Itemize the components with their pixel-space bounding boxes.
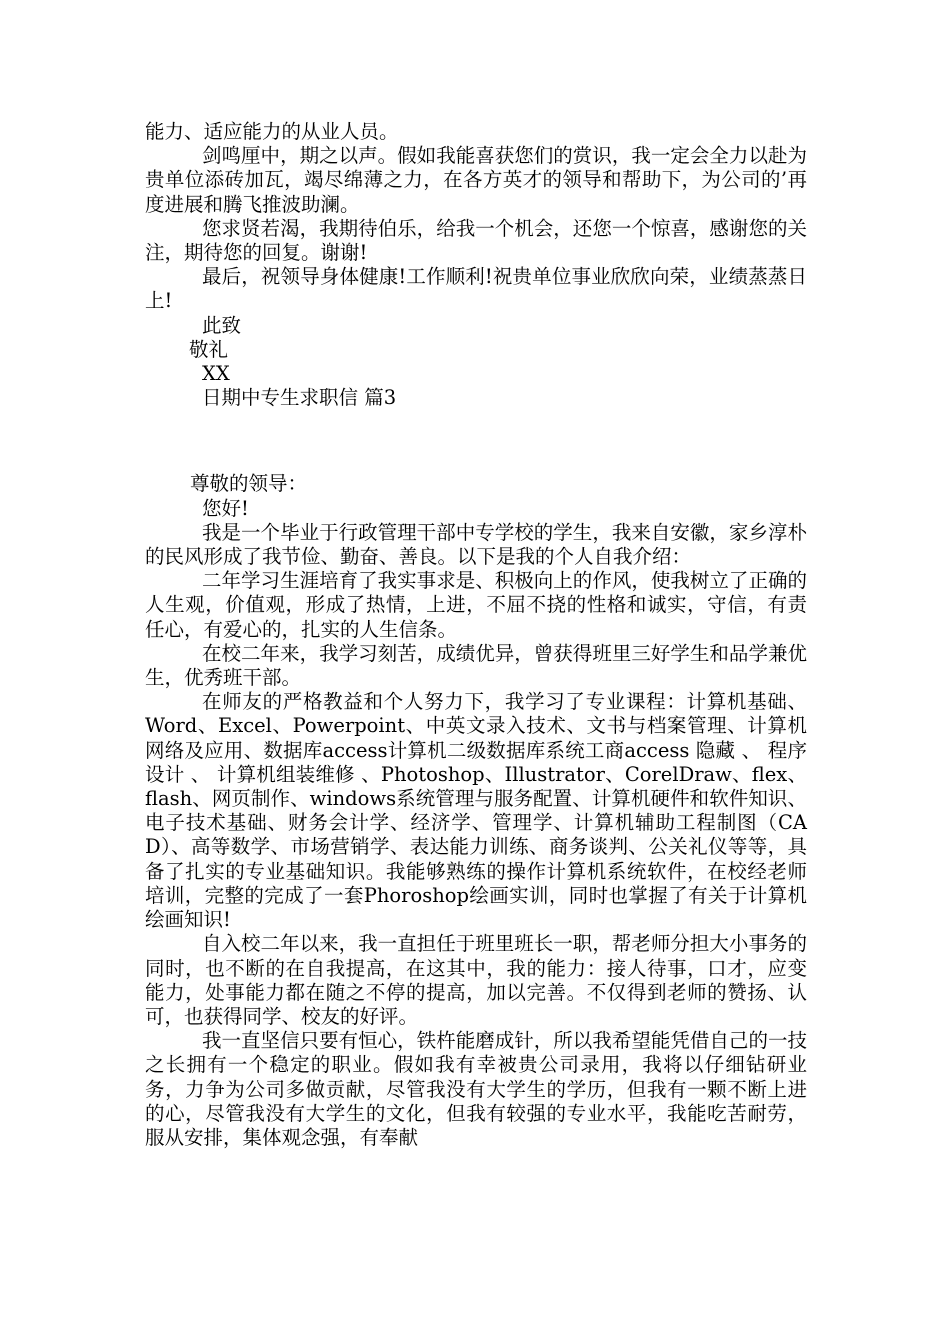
paragraph-study-career: 二年学习生涯培育了我实事求是、积极向上的作风，使我树立了正确的人生观，价值观，形成了热情，上进，不屈不挠的性格和诚实，守信，有责任心，有爱心的，扎实的人生信条。 (145, 569, 807, 641)
paragraph-thanks: 您求贤若渴，我期待伯乐，给我一个机会，还您一个惊喜，感谢您的关注，期待您的回复。谢谢! (145, 216, 807, 265)
paragraph-continuation: 能力、适应能力的从业人员。 (145, 120, 399, 143)
closing-cizhi: 此致 (202, 313, 242, 337)
section-gap (145, 410, 807, 458)
section-gap-small (145, 458, 807, 472)
paragraph-achievements: 在校二年来，我学习刻苦，成绩优异，曾获得班里三好学生和品学兼优生，优秀班干部。 (145, 641, 807, 690)
document-page (145, 120, 807, 1150)
salutation: 尊敬的领导： (190, 472, 308, 496)
greeting: 您好! (202, 496, 249, 520)
closing-jingli: 敬礼 (189, 337, 229, 361)
paragraph-intro: 我是一个毕业于行政管理干部中专学校的学生，我来自安徽，家乡淳朴的民风形成了我节俭、勤奋、善良。以下是我的个人自我介绍： (145, 520, 807, 569)
paragraph-class-monitor: 自入校二年以来，我一直担任于班里班长一职，帮老师分担大小事务的同时，也不断的在自我提高，在这其中，我的能力：接人待事，口才，应变能力，处事能力都在随之不停的提高，加以完善。不仅得到老师的赞扬、认可，也获得同学、校友的好评。 (145, 932, 807, 1028)
paragraph-courses: 在师友的严格教益和个人努力下，我学习了专业课程：计算机基础、Word、Excel、Powerpoint、中英文录入技术、文书与档案管理、计算机网络及应用、数据库access计算机二级数据库系统工商access 隐藏 、 程序设计 、 计算机组装维修 、Photoshop、Illustrator、CorelDraw、flex、flash、网页制作、windows系统管理与服务配置、计算机硬件和软件知识、电子技术基础、财务会计学、经济学、管理学、计算机辅助工程制图（CAD）、高等数学、市场营销学、表达能力训练、商务谈判、公关礼仪等等，具备了扎实的专业基础知识。我能够熟练的操作计算机系统软件，在校经老师培训，完整的完成了一套Phoroshop绘画实训，同时也掌握了有关于计算机绘画知识! (145, 690, 807, 932)
paragraph-wishes: 最后，祝领导身体健康!工作顺利!祝贵单位事业欣欣向荣，业绩蒸蒸日上! (145, 265, 807, 313)
signature-name: XX (202, 362, 230, 386)
paragraph-perseverance: 我一直坚信只要有恒心，铁杵能磨成针，所以我希望能凭借自己的一技之长拥有一个稳定的职业。假如我有幸被贵公司录用，我将以仔细钻研业务，力争为公司多做贡献，尽管我没有大学生的学历，但我有一颗不断上进的心，尽管我没有大学生的文化，但我有较强的专业水平，我能吃苦耐劳，服从安排，集体观念强，有奉献 (145, 1029, 807, 1149)
date-and-section-title: 日期中专生求职信 篇3 (202, 386, 397, 410)
paragraph-expectation: 剑鸣厘中，期之以声。假如我能喜获您们的赏识，我一定会全力以赴为贵单位添砖加瓦，竭尽绵薄之力，在各方英才的领导和帮助下，为公司的’再度进展和腾飞推波助澜。 (145, 144, 807, 216)
